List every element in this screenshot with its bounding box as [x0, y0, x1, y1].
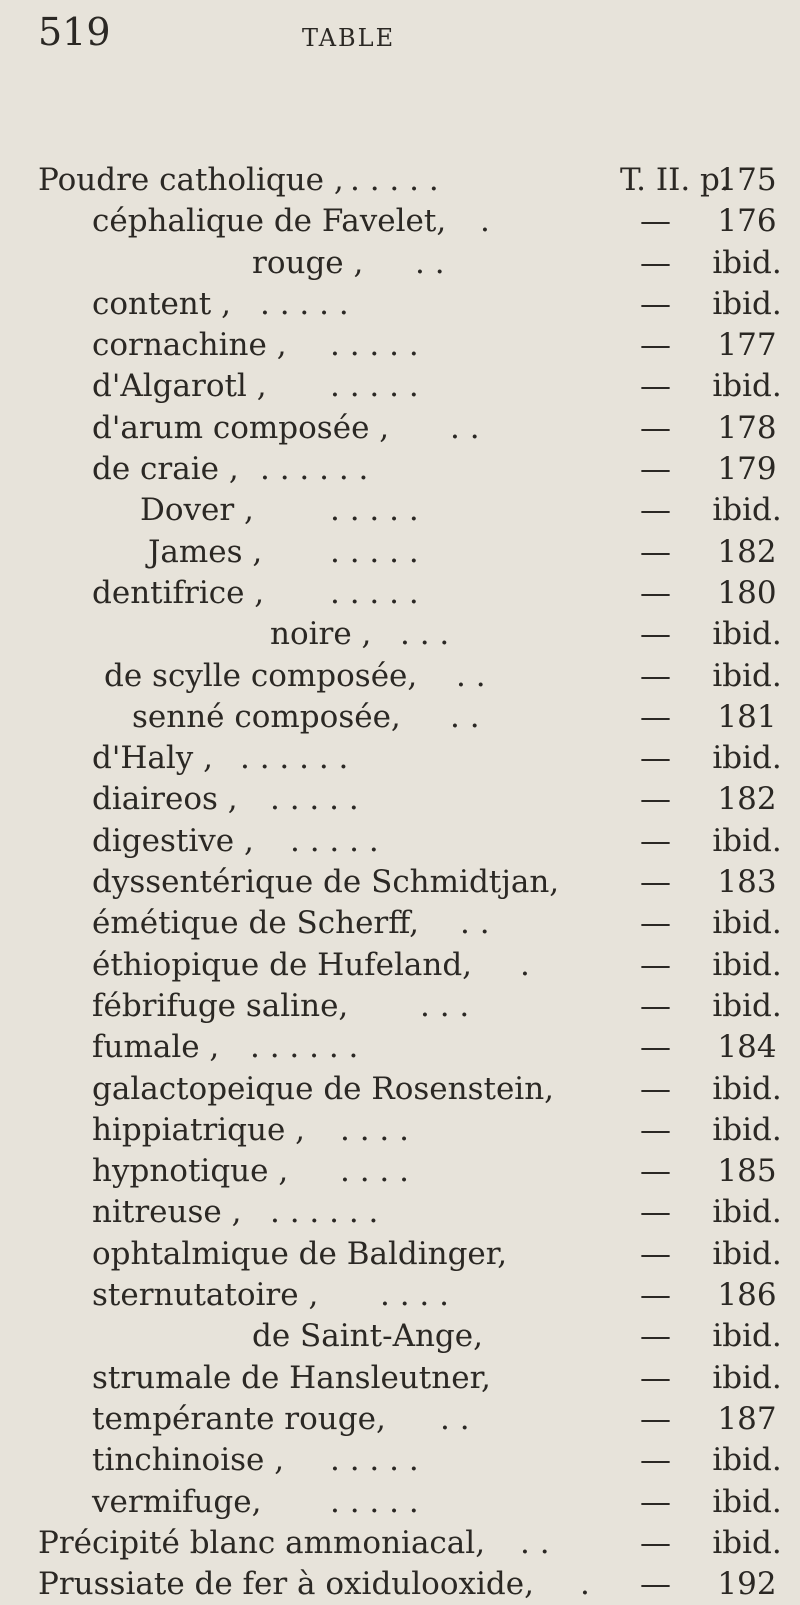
entry-reference: — [640, 244, 671, 281]
index-row [0, 1275, 800, 1316]
entry-reference: — [640, 451, 671, 488]
entry-leader: . . . . . [330, 533, 419, 570]
entry-leader: . . [450, 409, 480, 446]
entry-text: d'Haly , [92, 740, 214, 777]
entry-text: tinchinoise , [92, 1442, 285, 1479]
index-row [0, 1234, 800, 1275]
index-row [0, 449, 800, 490]
entry-reference: — [640, 1318, 671, 1355]
entry-reference: — [640, 1029, 671, 1066]
entry-page: 175 [717, 162, 777, 198]
entry-reference: — [640, 533, 671, 570]
page-number: 519 [38, 10, 111, 54]
entry-text: éthiopique de Hufeland, [92, 946, 473, 983]
entry-text: de Saint-Ange, [252, 1318, 483, 1355]
entry-text: Précipité blanc ammoniacal, [38, 1524, 486, 1561]
entry-page: 178 [717, 409, 777, 446]
entry-leader: . . . . . [330, 368, 419, 405]
index-row [0, 325, 800, 366]
entry-reference: T. II. p. [620, 162, 730, 198]
entry-page: ibid. [712, 1070, 782, 1107]
entry-reference: — [640, 1277, 671, 1314]
entry-text: vermifuge, [92, 1483, 262, 1520]
entry-page: 185 [717, 1153, 777, 1190]
entry-reference: — [640, 285, 671, 322]
index-row [0, 573, 800, 614]
entry-reference: — [640, 1400, 671, 1437]
index-row [0, 284, 800, 325]
entry-leader: . . . . . [260, 285, 349, 322]
entry-leader: . . . . [380, 1277, 449, 1314]
entry-page: 192 [717, 1566, 777, 1603]
entry-page: ibid. [712, 285, 782, 322]
entry-text: d'Algarotl , [92, 368, 267, 405]
entry-reference: — [640, 740, 671, 777]
entry-page: ibid. [712, 657, 782, 694]
entry-reference: — [640, 1566, 671, 1603]
entry-text: nitreuse , [92, 1194, 242, 1231]
index-row [0, 779, 800, 820]
entry-page: 176 [717, 203, 777, 240]
entry-leader: . [580, 1566, 590, 1603]
entry-leader: . . . . . [330, 1442, 419, 1479]
index-row [0, 532, 800, 573]
entry-page: 179 [717, 451, 777, 488]
index-row [0, 614, 800, 655]
index-row [0, 1358, 800, 1399]
entry-reference: — [640, 1194, 671, 1231]
index-row [0, 1192, 800, 1233]
entry-page: 177 [717, 327, 777, 364]
entry-page: ibid. [712, 822, 782, 859]
entry-reference: — [640, 1524, 671, 1561]
entry-page: ibid. [712, 1235, 782, 1272]
index-row [0, 408, 800, 449]
entry-text: senné composée, [132, 698, 401, 735]
index-row [0, 1110, 800, 1151]
index-row [0, 986, 800, 1027]
entry-text: dyssentérique de Schmidtjan, [92, 864, 560, 901]
entry-text: sternutatoire , [92, 1277, 319, 1314]
index-row [0, 1151, 800, 1192]
entry-text: céphalique de Favelet, [92, 203, 447, 240]
entry-text: Dover , [140, 492, 254, 529]
entry-text: hippiatrique , [92, 1111, 306, 1148]
entry-text: de craie , [92, 451, 239, 488]
entry-reference: — [640, 492, 671, 529]
entry-leader: . . [520, 1524, 550, 1561]
index-row [0, 366, 800, 407]
index-row [0, 160, 800, 201]
entry-leader: . . . . . [330, 327, 419, 364]
entry-reference: — [640, 1153, 671, 1190]
entry-page: ibid. [712, 1442, 782, 1479]
entry-reference: — [640, 987, 671, 1024]
entry-reference: — [640, 1111, 671, 1148]
index-row [0, 697, 800, 738]
entry-page: 187 [717, 1400, 777, 1437]
entry-reference: — [640, 864, 671, 901]
entry-page: ibid. [712, 1111, 782, 1148]
index-row [0, 862, 800, 903]
entry-reference: — [640, 1235, 671, 1272]
entry-text: hypnotique , [92, 1153, 289, 1190]
entry-page: 182 [717, 781, 777, 818]
entry-page: 186 [717, 1277, 777, 1314]
entry-reference: — [640, 698, 671, 735]
entry-leader: . . . . . [330, 492, 419, 529]
entry-text: James , [148, 533, 263, 570]
entry-leader: . . . . . [290, 822, 379, 859]
entry-text: Prussiate de fer à oxidulooxide, [38, 1566, 534, 1603]
entry-text: tempérante rouge, [92, 1400, 386, 1437]
entry-text: fumale , [92, 1029, 220, 1066]
index-row [0, 1399, 800, 1440]
entry-page: 183 [717, 864, 777, 901]
entry-page: ibid. [712, 1194, 782, 1231]
entry-page: 181 [717, 698, 777, 735]
entry-page: ibid. [712, 1524, 782, 1561]
entry-page: ibid. [712, 740, 782, 777]
entry-text: digestive , [92, 822, 254, 859]
entry-text: galactopeique de Rosenstein, [92, 1070, 555, 1107]
entry-leader: . . . . [340, 1153, 409, 1190]
index-row [0, 490, 800, 531]
index-row [0, 243, 800, 284]
entry-text: diaireos , [92, 781, 238, 818]
entry-page: 180 [717, 574, 777, 611]
entry-leader: . . . . . [270, 781, 359, 818]
index-row [0, 1316, 800, 1357]
entry-reference: — [640, 781, 671, 818]
index-row [0, 656, 800, 697]
entry-text: dentifrice , [92, 574, 265, 611]
index-row [0, 201, 800, 242]
entry-reference: — [640, 1483, 671, 1520]
entry-text: ophtalmique de Baldinger, [92, 1235, 508, 1272]
entry-leader: . . . . . [330, 574, 419, 611]
entry-text: noire , [270, 616, 372, 653]
entry-reference: — [640, 1359, 671, 1396]
entry-page: ibid. [712, 987, 782, 1024]
entry-leader: . . . . [340, 1111, 409, 1148]
entry-leader: . [520, 946, 530, 983]
entry-leader: . . . . . . [260, 451, 369, 488]
entry-leader: . . . . . . [270, 1194, 379, 1231]
entry-page: ibid. [712, 492, 782, 529]
entry-leader: . . . . . . [250, 1029, 359, 1066]
entry-reference: — [640, 822, 671, 859]
entry-text: émétique de Scherff, [92, 905, 420, 942]
entry-reference: — [640, 203, 671, 240]
entry-leader: . . [456, 657, 486, 694]
entry-page: ibid. [712, 946, 782, 983]
entry-text: rouge , [252, 244, 364, 281]
entry-reference: — [640, 368, 671, 405]
entry-page: ibid. [712, 244, 782, 281]
index-row [0, 1564, 800, 1605]
entry-reference: — [640, 905, 671, 942]
entry-leader: . . [415, 244, 445, 281]
entry-text: cornachine , [92, 327, 287, 364]
entry-text: content , [92, 285, 231, 322]
entry-leader: . . [460, 905, 490, 942]
entry-leader: . . . [420, 987, 470, 1024]
entry-reference: — [640, 616, 671, 653]
entry-reference: — [640, 574, 671, 611]
entry-leader: . . . . . . [240, 740, 349, 777]
index-row [0, 1523, 800, 1564]
entry-reference: — [640, 946, 671, 983]
entry-text: Poudre catholique , [38, 162, 344, 198]
entry-reference: — [640, 657, 671, 694]
entry-text: fébrifuge saline, [92, 987, 349, 1024]
entry-text: strumale de Hansleutner, [92, 1359, 491, 1396]
entry-page: 182 [717, 533, 777, 570]
index-row [0, 1482, 800, 1523]
entry-text: de scylle composée, [104, 657, 418, 694]
entry-leader: . . . . . [330, 1483, 419, 1520]
entry-page: ibid. [712, 368, 782, 405]
entry-reference: — [640, 1442, 671, 1479]
entry-page: ibid. [712, 905, 782, 942]
entry-leader: . . . . . [350, 162, 439, 198]
entry-page: ibid. [712, 616, 782, 653]
index-row [0, 738, 800, 779]
index-entries [0, 160, 800, 1605]
entry-page: ibid. [712, 1318, 782, 1355]
entry-page: ibid. [712, 1483, 782, 1520]
index-row [0, 821, 800, 862]
entry-reference: — [640, 1070, 671, 1107]
entry-leader: . [480, 203, 490, 240]
index-row [0, 1027, 800, 1068]
entry-leader: . . [440, 1400, 470, 1437]
entry-leader: . . . [400, 616, 450, 653]
entry-page: 184 [717, 1029, 777, 1066]
entry-reference: — [640, 409, 671, 446]
entry-reference: — [640, 327, 671, 364]
entry-text: d'arum composée , [92, 409, 390, 446]
running-head: TABLE [302, 24, 396, 52]
index-row [0, 903, 800, 944]
index-row [0, 945, 800, 986]
entry-leader: . . [450, 698, 480, 735]
index-row [0, 1069, 800, 1110]
index-row [0, 1440, 800, 1481]
entry-page: ibid. [712, 1359, 782, 1396]
